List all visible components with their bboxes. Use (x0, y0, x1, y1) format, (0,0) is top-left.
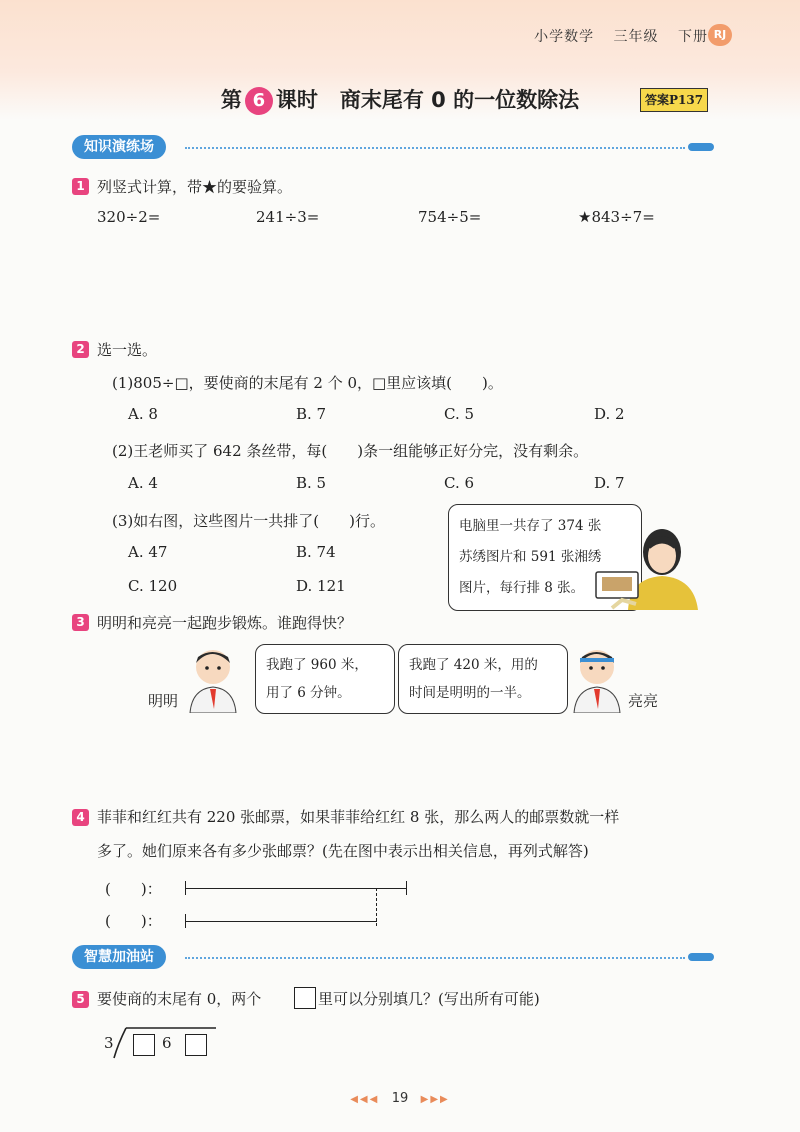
pen-icon (688, 953, 714, 961)
q2-bubble-line-1: 电脑里一共存了 374 张 (459, 518, 602, 534)
q4-segment-2 (185, 921, 377, 922)
header-meta (520, 26, 708, 46)
q4-segment-1 (185, 888, 407, 889)
q4-text-line-1: 菲菲和红红共有 220 张邮票，如果菲菲给红红 8 张，那么两人的邮票数就一样 (97, 808, 620, 826)
name-liangliang: 亮亮 (628, 692, 659, 710)
q5-dividend-box-1[interactable] (133, 1034, 155, 1056)
q1-item-3: 754÷5= (418, 208, 482, 226)
title-topic: 商末尾有 0 的一位数除法 (339, 88, 580, 112)
mingming-speech-bubble (255, 644, 395, 714)
subject-label: 小学数学 (534, 29, 595, 45)
title-prefix: 第 (220, 88, 242, 112)
q2-p2-option-c[interactable]: C. 6 (444, 474, 475, 492)
q5-text-a: 要使商的末尾有 0，两个 (97, 990, 262, 1008)
teacher-illustration (592, 520, 712, 610)
right-arrows-icon: ▶▶▶ (420, 1094, 450, 1105)
q1-item-2: 241÷3= (256, 208, 320, 226)
page-number (0, 1091, 800, 1106)
section-boost-label: 智慧加油站 (72, 945, 166, 969)
liangliang-speech-bubble (398, 644, 568, 714)
section-practice-label: 知识演练场 (72, 135, 166, 159)
q4-blank-1[interactable]: ( )： (105, 880, 162, 898)
q4-dashed-marker (376, 888, 377, 926)
liangliang-bubble-line-1: 我跑了 420 米，用的 (409, 657, 538, 673)
section-divider-2 (185, 957, 685, 959)
boy-liangliang-illustration (562, 643, 632, 713)
question-number-5: 5 (72, 991, 89, 1008)
q5-dividend-digit: 6 (162, 1034, 172, 1052)
q2-p3-option-a[interactable]: A. 47 (128, 543, 168, 561)
q2-part2-stem: (2)王老师买了 642 条丝带，每( )条一组能够正好分完，没有剩余。 (112, 442, 589, 460)
question-number-3: 3 (72, 614, 89, 631)
edition-badge: RJ (708, 24, 732, 46)
q2-p1-option-c[interactable]: C. 5 (444, 405, 475, 423)
page-number-text: 19 (391, 1091, 409, 1106)
answer-page-tag (640, 88, 708, 112)
q2-text: 选一选。 (97, 341, 158, 359)
q1-text: 列竖式计算，带★的要验算。 (97, 178, 293, 196)
q2-p1-option-a[interactable]: A. 8 (128, 405, 158, 423)
name-mingming: 明明 (148, 692, 179, 710)
q1-item-4: ★843÷7= (578, 208, 655, 226)
section-divider (185, 147, 685, 149)
lesson-number-badge: 6 (245, 87, 273, 115)
q5-inline-box (294, 987, 316, 1009)
title-suffix: 课时 (275, 88, 318, 112)
q2-bubble-line-2: 苏绣图片和 591 张湘绣 (459, 549, 602, 565)
q2-p1-option-d[interactable]: D. 2 (594, 405, 625, 423)
pen-icon (688, 143, 714, 151)
q1-item-1: 320÷2= (97, 208, 161, 226)
q2-p2-option-d[interactable]: D. 7 (594, 474, 625, 492)
q4-seg1-left-tick (185, 881, 186, 895)
q2-p1-option-b[interactable]: B. 7 (296, 405, 327, 423)
q3-text: 明明和亮亮一起跑步锻炼。谁跑得快？ (97, 614, 353, 632)
q2-bubble-line-3: 图片，每行排 8 张。 (459, 580, 585, 596)
q5-text-b: 里可以分别填几？(写出所有可能) (318, 990, 540, 1008)
q5-dividend-box-2[interactable] (185, 1034, 207, 1056)
volume-label: 下册 (678, 29, 708, 45)
q2-part3-stem: (3)如右图，这些图片一共排了( )行。 (112, 512, 385, 530)
question-number-4: 4 (72, 809, 89, 826)
q2-p2-option-b[interactable]: B. 5 (296, 474, 327, 492)
q4-seg2-left-tick (185, 914, 186, 928)
grade-label: 三年级 (613, 29, 659, 45)
q2-p3-option-c[interactable]: C. 120 (128, 577, 178, 595)
q5-divisor: 3 (104, 1034, 114, 1052)
q2-p3-option-b[interactable]: B. 74 (296, 543, 336, 561)
q2-p2-option-a[interactable]: A. 4 (128, 474, 158, 492)
q4-text-line-2: 多了。她们原来各有多少张邮票？(先在图中表示出相关信息，再列式解答) (97, 842, 589, 860)
answer-page: P137 (669, 93, 704, 107)
question-number-1: 1 (72, 178, 89, 195)
question-number-2: 2 (72, 341, 89, 358)
mingming-bubble-line-1: 我跑了 960 米， (266, 657, 368, 673)
mingming-bubble-line-2: 用了 6 分钟。 (266, 685, 351, 701)
q2-part1-stem: (1)805÷□，要使商的末尾有 2 个 0，□里应该填( )。 (112, 374, 503, 392)
liangliang-bubble-line-2: 时间是明明的一半。 (409, 685, 531, 701)
q2-p3-option-d[interactable]: D. 121 (296, 577, 346, 595)
answer-label: 答案 (645, 93, 670, 107)
boy-mingming-illustration (178, 643, 248, 713)
left-arrows-icon: ◀◀◀ (350, 1094, 380, 1105)
q4-seg1-right-tick (406, 881, 407, 895)
q4-blank-2[interactable]: ( )： (105, 912, 162, 930)
